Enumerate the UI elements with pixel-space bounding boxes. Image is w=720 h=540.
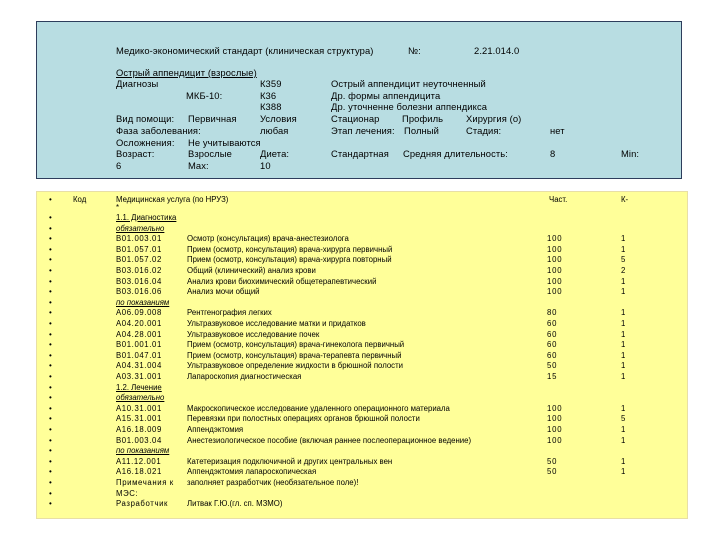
table-row [37, 330, 687, 341]
column-header-k: К- [621, 195, 629, 204]
service-name: Рентгенография легких [187, 308, 272, 318]
diet-label: Диета: [260, 148, 290, 159]
table-row [37, 287, 687, 298]
bullet-icon: • [49, 435, 52, 445]
service-frequency: 50 [547, 467, 558, 477]
bullet-icon: • [49, 478, 52, 487]
service-frequency: 100 [547, 287, 563, 297]
bullet-icon: • [49, 244, 52, 254]
service-multiplicity: 5 [621, 255, 626, 265]
bullet-icon: • [49, 488, 52, 498]
table-row [37, 425, 687, 436]
service-code: А16.18.009 [116, 425, 162, 434]
bullet-icon: • [49, 308, 52, 318]
service-frequency: 100 [547, 234, 563, 244]
bullet-icon: • [49, 276, 52, 286]
bullet-icon: • [49, 266, 52, 275]
section-title: 1.1. Диагностика [116, 213, 177, 222]
service-name: Осмотр (консультация) врача-анестезиолога [187, 234, 349, 244]
service-frequency: 100 [547, 266, 563, 275]
service-name: Анализ мочи общий [187, 287, 260, 297]
service-multiplicity: 2 [621, 266, 626, 275]
treatment-stage-label: Этап лечения: [331, 125, 395, 136]
standard-number-label: №: [408, 45, 421, 56]
table-row [37, 277, 687, 288]
service-multiplicity: 1 [621, 372, 626, 381]
service-multiplicity: 1 [621, 329, 626, 339]
section-row [37, 213, 687, 224]
table-row [37, 308, 687, 319]
bullet-icon: • [49, 195, 52, 204]
profile-label: Профиль [402, 113, 444, 124]
service-code: В01.001.01 [116, 340, 162, 350]
stage-label: Стадия: [466, 125, 502, 136]
service-name: Анестезиологическое пособие (включая раннее послеоперационное ведение) [187, 435, 472, 445]
service-name: Аппендэктомия лапароскопическая [187, 467, 317, 477]
standard-number-value: 2.21.014.0 [474, 45, 520, 56]
help-type-value: Первичная [188, 113, 237, 124]
service-frequency: 60 [547, 340, 558, 350]
service-multiplicity: 5 [621, 414, 626, 424]
bullet-icon: • [49, 234, 52, 244]
bullet-icon: • [49, 213, 52, 222]
group-title: по показаниям [116, 297, 170, 307]
table-row [37, 467, 687, 478]
service-multiplicity: 1 [621, 403, 626, 413]
service-name: Прием (осмотр, консультация) врача-гинеколога первичный [187, 340, 405, 350]
service-name: Перевязки при полостных операциях органов брюшной полости [187, 414, 420, 424]
bullet-icon: • [49, 382, 52, 392]
service-name: Анализ крови биохимический общетерапевтический [187, 276, 377, 286]
service-frequency: 15 [547, 372, 558, 381]
service-frequency: 100 [547, 276, 563, 286]
bullet-icon: • [49, 329, 52, 339]
service-code: МЭС: [116, 488, 139, 498]
service-name: заполняет разработчик (необязательное поле)! [187, 478, 359, 487]
bullet-icon: • [49, 393, 52, 403]
service-code: А10.31.001 [116, 403, 162, 413]
service-name: Прием (осмотр, консультация) врача-хирурга первичный [187, 244, 393, 254]
group-row [37, 298, 687, 309]
service-name: Макроскопическое исследование удаленного операционного материала [187, 403, 450, 413]
group-title: обязательно [116, 223, 165, 233]
bullet-icon: • [49, 414, 52, 424]
group-title: обязательно [116, 393, 165, 403]
column-header-service-marker: * [116, 203, 120, 212]
disease-title: Острый аппендицит (взрослые) [116, 67, 257, 78]
service-code: Разработчик [116, 499, 169, 509]
service-code: А04.28.001 [116, 329, 162, 339]
bullet-icon: • [49, 340, 52, 350]
bullet-icon: • [49, 319, 52, 328]
service-code: В03.016.06 [116, 287, 162, 297]
conditions-label: Условия [260, 113, 297, 124]
service-frequency: 100 [547, 403, 563, 413]
service-multiplicity: 1 [621, 340, 626, 350]
bullet-icon: • [49, 287, 52, 297]
bullet-icon: • [49, 446, 52, 456]
treatment-stage-value: Полный [404, 125, 439, 136]
group-row [37, 446, 687, 457]
services-table [36, 191, 688, 519]
max-label: Max: [188, 160, 209, 171]
service-multiplicity: 1 [621, 350, 626, 360]
column-header-frequency: Част. [549, 195, 568, 204]
service-code: А04.20.001 [116, 319, 162, 328]
phase-label: Фаза заболевания: [116, 125, 201, 136]
service-frequency: 100 [547, 255, 563, 265]
service-frequency: 80 [547, 308, 558, 318]
help-type-label: Вид помощи: [116, 113, 175, 124]
service-name: Лапароскопия диагностическая [187, 372, 302, 381]
service-code: В03.016.02 [116, 266, 162, 275]
group-row [37, 393, 687, 404]
avg-duration-label: Средняя длительность: [403, 148, 508, 159]
bullet-icon: • [49, 223, 52, 233]
table-row [37, 414, 687, 425]
diagnosis-code: К36 [260, 90, 277, 101]
age-value: Взрослые [188, 148, 232, 159]
service-multiplicity: 1 [621, 319, 626, 328]
table-row [37, 340, 687, 351]
table-row [37, 457, 687, 468]
section-row [37, 383, 687, 394]
column-header-code: Код [73, 195, 87, 204]
column-header-service: Медицинская услуга (по НРУЗ) [116, 195, 229, 204]
table-header-row [37, 195, 687, 212]
table-row [37, 372, 687, 383]
service-multiplicity: 1 [621, 467, 626, 477]
service-name: Ультразвуковое исследование матки и придатков [187, 319, 366, 328]
service-code: А04.31.004 [116, 361, 162, 371]
bullet-icon: • [49, 297, 52, 307]
service-multiplicity: 1 [621, 435, 626, 445]
service-frequency: 100 [547, 244, 563, 254]
standard-header-panel [36, 21, 682, 179]
table-row [37, 351, 687, 362]
mkb-label: МКБ-10: [186, 90, 223, 101]
service-code: В03.016.04 [116, 276, 162, 286]
group-title: по показаниям [116, 446, 170, 456]
service-name: Ультразвуковое исследование почек [187, 329, 320, 339]
diagnosis-name: Острый аппендицит неуточненный [331, 78, 486, 89]
service-code: А15.31.001 [116, 414, 162, 424]
table-row [37, 436, 687, 447]
table-row [37, 319, 687, 330]
stage-value: нет [550, 125, 565, 136]
bullet-icon: • [49, 350, 52, 360]
bullet-icon: • [49, 467, 52, 477]
service-code: В01.047.01 [116, 350, 162, 360]
service-multiplicity: 1 [621, 234, 626, 244]
bullet-icon: • [49, 372, 52, 381]
min-label: Min: [621, 148, 640, 159]
section-title: 1.2. Лечение [116, 382, 162, 392]
complications-value: Не учитываются [188, 137, 261, 148]
conditions-value: Стационар [331, 113, 380, 124]
service-multiplicity: 1 [621, 287, 626, 297]
avg-duration-value: 8 [550, 148, 556, 159]
service-name: Ультразвуковое определение жидкости в брюшной полости [187, 361, 404, 371]
service-name: Прием (осмотр, консультация) врача-терапевта первичный [187, 350, 402, 360]
min-value: 6 [116, 160, 122, 171]
diagnosis-code: К388 [260, 101, 282, 112]
service-code: В01.003.01 [116, 234, 162, 244]
table-row [37, 255, 687, 266]
service-frequency: 100 [547, 425, 563, 434]
service-frequency: 50 [547, 361, 558, 371]
diagnoses-label: Диагнозы [116, 78, 159, 89]
service-code: А11.12.001 [116, 456, 162, 466]
max-value: 10 [260, 160, 271, 171]
service-multiplicity: 1 [621, 361, 626, 371]
bullet-icon: • [49, 255, 52, 265]
service-code: В01.057.02 [116, 255, 162, 265]
service-name: Литвак Г.Ю.(гл. сп. МЗМО) [187, 499, 283, 509]
diagnosis-name: Др. формы аппендицита [331, 90, 441, 101]
table-row [37, 361, 687, 372]
age-label: Возраст: [116, 148, 155, 159]
table-row [37, 404, 687, 415]
service-code: В01.003.04 [116, 435, 162, 445]
service-frequency: 60 [547, 329, 558, 339]
table-row [37, 266, 687, 277]
service-frequency: 100 [547, 414, 563, 424]
service-frequency: 100 [547, 435, 563, 445]
service-multiplicity: 1 [621, 244, 626, 254]
complications-label: Осложнения: [116, 137, 175, 148]
table-row [37, 245, 687, 256]
service-name: Катетеризация подключичной и других центральных вен [187, 456, 393, 466]
service-code: А06.09.008 [116, 308, 162, 318]
bullet-icon: • [49, 456, 52, 466]
table-row [37, 489, 687, 500]
service-multiplicity: 1 [621, 456, 626, 466]
table-row [37, 234, 687, 245]
service-name: Аппендэктомия [187, 425, 244, 434]
table-row [37, 478, 687, 489]
service-code: Примечания к [116, 478, 174, 487]
service-multiplicity: 1 [621, 276, 626, 286]
bullet-icon: • [49, 425, 52, 434]
service-name: Общий (клинический) анализ крови [187, 266, 316, 275]
service-frequency: 60 [547, 319, 558, 328]
bullet-icon: • [49, 403, 52, 413]
diagnosis-name: Др. уточненне болезни аппендикса [331, 101, 488, 112]
diagnosis-code: К359 [260, 78, 282, 89]
service-multiplicity: 1 [621, 425, 626, 434]
service-code: А03.31.001 [116, 372, 162, 381]
service-frequency: 50 [547, 456, 558, 466]
service-code: А16.18.021 [116, 467, 162, 477]
phase-value: любая [260, 125, 289, 136]
group-row [37, 224, 687, 235]
standard-title: Медико-экономический стандарт (клиническая структура) [116, 45, 374, 56]
service-code: В01.057.01 [116, 244, 162, 254]
bullet-icon: • [49, 499, 52, 509]
service-multiplicity: 1 [621, 308, 626, 318]
diet-value: Стандартная [331, 148, 389, 159]
service-frequency: 60 [547, 350, 558, 360]
bullet-icon: • [49, 361, 52, 371]
profile-value: Хирургия (о) [466, 113, 522, 124]
service-name: Прием (осмотр, консультация) врача-хирурга повторный [187, 255, 392, 265]
table-row [37, 499, 687, 510]
